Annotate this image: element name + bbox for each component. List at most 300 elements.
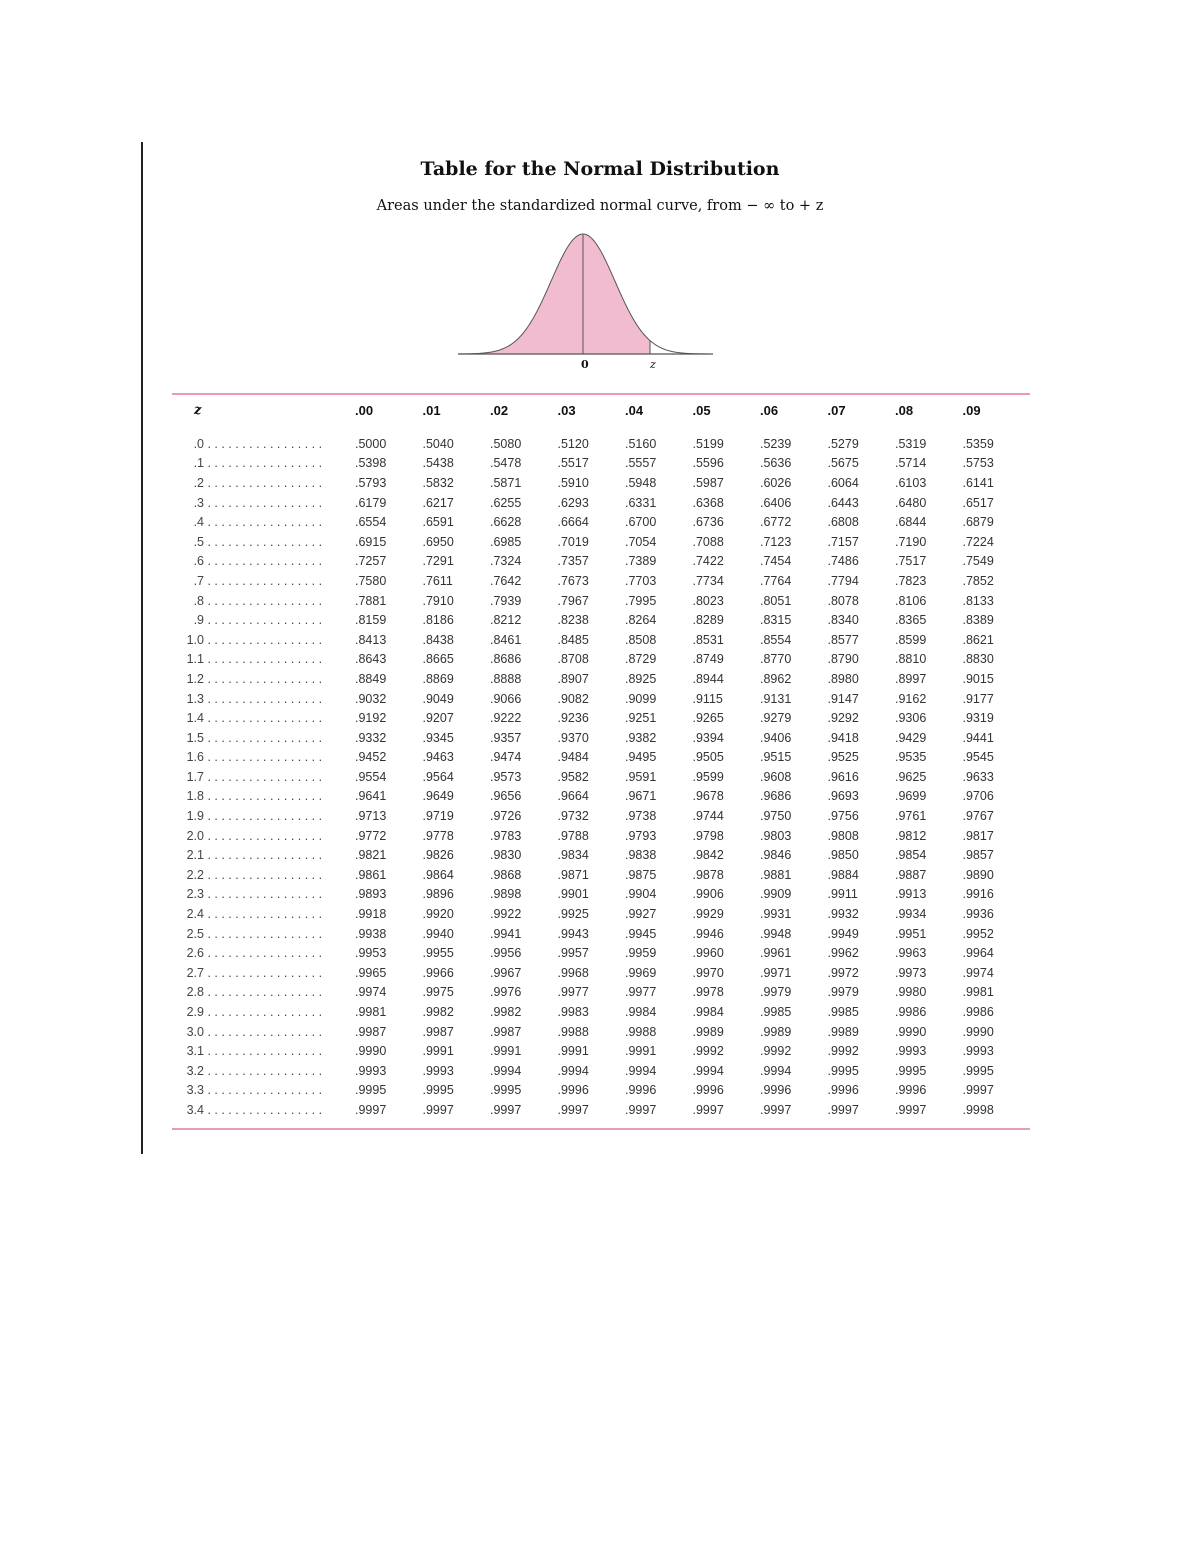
leader-dots: . . . . . . . . . . . . . . . . .	[204, 887, 323, 902]
z-value: 3.1	[186, 1044, 204, 1059]
z-value-cell	[172, 924, 355, 944]
z-value-cell	[172, 1081, 355, 1101]
probability-cell: .9997	[422, 1102, 454, 1117]
probability-cell: .9991	[490, 1044, 522, 1059]
probability-cell: .9761	[895, 809, 927, 824]
probability-cell: .7910	[422, 593, 454, 608]
z-value: .8	[193, 593, 204, 608]
leader-dots: . . . . . . . . . . . . . . . . .	[204, 671, 323, 686]
z-value: 2.8	[186, 985, 204, 1000]
probability-cell: .9830	[490, 848, 522, 863]
probability-cell: .9049	[422, 691, 454, 706]
column-header: .04	[625, 402, 644, 418]
probability-cell: .9192	[355, 711, 387, 726]
probability-cell: .9977	[557, 985, 589, 1000]
leader-dots: . . . . . . . . . . . . . . . . .	[204, 632, 323, 647]
leader-dots: . . . . . . . . . . . . . . . . .	[204, 1102, 323, 1117]
probability-cell: .9898	[490, 887, 522, 902]
probability-cell: .7054	[625, 534, 657, 549]
probability-cell: .9955	[422, 946, 454, 961]
probability-cell: .6985	[490, 534, 522, 549]
probability-cell: .9803	[760, 828, 792, 843]
table-row	[172, 885, 1030, 905]
probability-cell: .5359	[962, 436, 994, 451]
z-value-cell	[172, 943, 355, 963]
probability-cell: .9948	[760, 926, 792, 941]
probability-cell: .9940	[422, 926, 454, 941]
probability-cell: .9967	[490, 965, 522, 980]
probability-cell: .6179	[355, 495, 387, 510]
leader-dots: . . . . . . . . . . . . . . . . .	[204, 1005, 323, 1020]
leader-dots: . . . . . . . . . . . . . . . . .	[204, 848, 323, 863]
leader-dots: . . . . . . . . . . . . . . . . .	[204, 436, 323, 451]
probability-cell: .9850	[827, 848, 859, 863]
z-value-cell	[172, 512, 355, 532]
probability-cell: .9997	[895, 1102, 927, 1117]
z-value-cell	[172, 748, 355, 768]
probability-cell: .6772	[760, 515, 792, 530]
probability-cell: .9995	[422, 1083, 454, 1098]
probability-cell: .7794	[827, 573, 859, 588]
probability-cell: .6700	[625, 515, 657, 530]
table-row	[172, 512, 1030, 532]
table-row	[172, 787, 1030, 807]
z-value: 3.2	[186, 1063, 204, 1078]
table-row	[172, 767, 1030, 787]
probability-cell: .9649	[422, 789, 454, 804]
probability-cell: .6255	[490, 495, 522, 510]
leader-dots: . . . . . . . . . . . . . . . . .	[204, 495, 323, 510]
probability-cell: .9989	[760, 1024, 792, 1039]
probability-cell: .9996	[625, 1083, 657, 1098]
probability-cell: .9941	[490, 926, 522, 941]
z-column-header: z	[194, 402, 202, 418]
z-value-cell	[172, 1100, 355, 1128]
probability-cell: .9878	[692, 867, 724, 882]
z-value-cell	[172, 571, 355, 591]
z-value-cell	[172, 1041, 355, 1061]
probability-cell: .9931	[760, 907, 792, 922]
probability-cell: .9961	[760, 946, 792, 961]
probability-cell: .8159	[355, 613, 387, 628]
probability-cell: .7224	[962, 534, 994, 549]
z-value-cell	[172, 826, 355, 846]
column-header: .06	[760, 402, 779, 418]
probability-cell: .9997	[692, 1102, 724, 1117]
probability-cell: .8708	[557, 652, 589, 667]
probability-cell: .8078	[827, 593, 859, 608]
probability-cell: .8264	[625, 613, 657, 628]
probability-cell: .9993	[962, 1044, 994, 1059]
probability-cell: .6591	[422, 515, 454, 530]
table-row	[172, 748, 1030, 768]
probability-cell: .8888	[490, 671, 522, 686]
probability-cell: .5398	[355, 456, 387, 471]
table-row	[172, 591, 1030, 611]
probability-cell: .8849	[355, 671, 387, 686]
probability-cell: .5478	[490, 456, 522, 471]
probability-cell: .8554	[760, 632, 792, 647]
probability-cell: .8289	[692, 613, 724, 628]
probability-cell: .9147	[827, 691, 859, 706]
z-value-cell	[172, 787, 355, 807]
z-value: .3	[193, 495, 204, 510]
probability-cell: .9976	[490, 985, 522, 1000]
z-value: 2.0	[186, 828, 204, 843]
probability-cell: .9599	[692, 769, 724, 784]
probability-cell: .9177	[962, 691, 994, 706]
probability-cell: .9719	[422, 809, 454, 824]
z-value: 1.7	[186, 769, 204, 784]
axis-zero-label: 0	[581, 358, 589, 371]
table-row	[172, 865, 1030, 885]
z-value: .4	[193, 515, 204, 530]
probability-cell: .9974	[355, 985, 387, 1000]
probability-cell: .9842	[692, 848, 724, 863]
probability-cell: .9949	[827, 926, 859, 941]
z-value: 3.4	[186, 1102, 204, 1117]
probability-cell: .5239	[760, 436, 792, 451]
probability-cell: .8962	[760, 671, 792, 686]
probability-cell: .9505	[692, 750, 724, 765]
leader-dots: . . . . . . . . . . . . . . . . .	[204, 1024, 323, 1039]
probability-cell: .9994	[692, 1063, 724, 1078]
table-row	[172, 493, 1030, 513]
probability-cell: .6736	[692, 515, 724, 530]
probability-cell: .7454	[760, 554, 792, 569]
axis-z-label: z	[650, 358, 656, 371]
probability-cell: .9901	[557, 887, 589, 902]
probability-cell: .7357	[557, 554, 589, 569]
probability-cell: .9997	[557, 1102, 589, 1117]
probability-cell: .8389	[962, 613, 994, 628]
probability-cell: .7703	[625, 573, 657, 588]
normal-curve-figure	[455, 228, 717, 360]
column-header: .09	[962, 402, 981, 418]
probability-cell: .5714	[895, 456, 927, 471]
probability-cell: .6517	[962, 495, 994, 510]
table-row	[172, 610, 1030, 630]
z-value-cell	[172, 454, 355, 474]
probability-cell: .5000	[355, 436, 387, 451]
table-header-row	[172, 395, 1030, 425]
probability-cell: .9633	[962, 769, 994, 784]
probability-cell: .9970	[692, 965, 724, 980]
probability-cell: .9936	[962, 907, 994, 922]
probability-cell: .9564	[422, 769, 454, 784]
probability-cell: .9994	[625, 1063, 657, 1078]
probability-cell: .9656	[490, 789, 522, 804]
z-value: 2.5	[186, 926, 204, 941]
probability-cell: .9015	[962, 671, 994, 686]
probability-cell: .9535	[895, 750, 927, 765]
probability-cell: .9115	[692, 691, 723, 706]
probability-cell: .9974	[962, 965, 994, 980]
z-value-cell	[172, 845, 355, 865]
probability-cell: .7764	[760, 573, 792, 588]
probability-cell: .8315	[760, 613, 792, 628]
leader-dots: . . . . . . . . . . . . . . . . .	[204, 554, 323, 569]
table-row	[172, 689, 1030, 709]
z-value: .6	[193, 554, 204, 569]
normal-table	[172, 393, 1030, 1130]
probability-cell: .9946	[692, 926, 724, 941]
probability-cell: .9909	[760, 887, 792, 902]
probability-cell: .8643	[355, 652, 387, 667]
z-value-cell	[172, 1061, 355, 1081]
probability-cell: .5040	[422, 436, 454, 451]
z-value: 3.0	[186, 1024, 204, 1039]
probability-cell: .5675	[827, 456, 859, 471]
probability-cell: .9983	[557, 1005, 589, 1020]
table-row	[172, 532, 1030, 552]
z-value-cell	[172, 689, 355, 709]
probability-cell: .9987	[490, 1024, 522, 1039]
probability-cell: .8869	[422, 671, 454, 686]
probability-cell: .9932	[827, 907, 859, 922]
probability-cell: .9732	[557, 809, 589, 824]
probability-cell: .8133	[962, 593, 994, 608]
probability-cell: .9838	[625, 848, 657, 863]
probability-cell: .9956	[490, 946, 522, 961]
probability-cell: .9808	[827, 828, 859, 843]
probability-cell: .9854	[895, 848, 927, 863]
z-value: .5	[193, 534, 204, 549]
probability-cell: .8621	[962, 632, 994, 647]
probability-cell: .9441	[962, 730, 994, 745]
probability-cell: .6141	[962, 475, 994, 490]
probability-cell: .6950	[422, 534, 454, 549]
probability-cell: .9099	[625, 691, 657, 706]
probability-cell: .9968	[557, 965, 589, 980]
probability-cell: .9996	[557, 1083, 589, 1098]
probability-cell: .8485	[557, 632, 589, 647]
probability-cell: .9995	[895, 1063, 927, 1078]
probability-cell: .9554	[355, 769, 387, 784]
probability-cell: .7517	[895, 554, 927, 569]
probability-cell: .9279	[760, 711, 792, 726]
column-header: .02	[490, 402, 509, 418]
probability-cell: .8212	[490, 613, 522, 628]
probability-cell: .9927	[625, 907, 657, 922]
probability-cell: .9875	[625, 867, 657, 882]
probability-cell: .9987	[422, 1024, 454, 1039]
probability-cell: .9474	[490, 750, 522, 765]
probability-cell: .7642	[490, 573, 522, 588]
probability-cell: .9812	[895, 828, 927, 843]
probability-cell: .9979	[827, 985, 859, 1000]
probability-cell: .5279	[827, 436, 859, 451]
probability-cell: .9979	[760, 985, 792, 1000]
table-row	[172, 552, 1030, 572]
probability-cell: .8051	[760, 593, 792, 608]
probability-cell: .8980	[827, 671, 859, 686]
probability-cell: .9066	[490, 691, 522, 706]
probability-cell: .7422	[692, 554, 724, 569]
probability-cell: .5080	[490, 436, 522, 451]
probability-cell: .7123	[760, 534, 792, 549]
probability-cell: .9997	[355, 1102, 387, 1117]
probability-cell: .5319	[895, 436, 927, 451]
probability-cell: .9920	[422, 907, 454, 922]
probability-cell: .9767	[962, 809, 994, 824]
probability-cell: .7190	[895, 534, 927, 549]
probability-cell: .9846	[760, 848, 792, 863]
leader-dots: . . . . . . . . . . . . . . . . .	[204, 809, 323, 824]
leader-dots: . . . . . . . . . . . . . . . . .	[204, 691, 323, 706]
probability-cell: .8340	[827, 613, 859, 628]
probability-cell: .7611	[422, 573, 453, 588]
leader-dots: . . . . . . . . . . . . . . . . .	[204, 828, 323, 843]
probability-cell: .6293	[557, 495, 589, 510]
probability-cell: .8997	[895, 671, 927, 686]
probability-cell: .5832	[422, 475, 454, 490]
probability-cell: .7823	[895, 573, 927, 588]
page-subtitle: Areas under the standardized normal curve, from − ∞ to + z	[376, 198, 824, 214]
leader-dots: . . . . . . . . . . . . . . . . .	[204, 965, 323, 980]
probability-cell: .8186	[422, 613, 454, 628]
probability-cell: .9991	[625, 1044, 657, 1059]
probability-cell: .7389	[625, 554, 657, 569]
z-value: 1.0	[186, 632, 204, 647]
z-value: 1.9	[186, 809, 204, 824]
table-row	[172, 1061, 1030, 1081]
table-bottom-rule	[172, 1128, 1030, 1130]
probability-cell: .9671	[625, 789, 657, 804]
probability-cell: .9484	[557, 750, 589, 765]
probability-cell: .9515	[760, 750, 792, 765]
probability-cell: .9953	[355, 946, 387, 961]
probability-cell: .7549	[962, 554, 994, 569]
probability-cell: .9798	[692, 828, 724, 843]
probability-cell: .9994	[760, 1063, 792, 1078]
probability-cell: .9893	[355, 887, 387, 902]
z-value: .1	[193, 456, 204, 471]
leader-dots: . . . . . . . . . . . . . . . . .	[204, 789, 323, 804]
probability-cell: .6026	[760, 475, 792, 490]
probability-cell: .9236	[557, 711, 589, 726]
probability-cell: .9916	[962, 887, 994, 902]
probability-cell: .7157	[827, 534, 859, 549]
leader-dots: . . . . . . . . . . . . . . . . .	[204, 907, 323, 922]
probability-cell: .9429	[895, 730, 927, 745]
probability-cell: .9993	[895, 1044, 927, 1059]
z-value: 1.1	[186, 652, 204, 667]
probability-cell: .9545	[962, 750, 994, 765]
column-header: .01	[422, 402, 441, 418]
probability-cell: .7967	[557, 593, 589, 608]
table-row	[172, 904, 1030, 924]
probability-cell: .9162	[895, 691, 927, 706]
z-value: 1.4	[186, 711, 204, 726]
z-value: 2.4	[186, 907, 204, 922]
probability-cell: .9995	[962, 1063, 994, 1078]
probability-cell: .9952	[962, 926, 994, 941]
probability-cell: .9591	[625, 769, 657, 784]
probability-cell: .9693	[827, 789, 859, 804]
probability-cell: .6480	[895, 495, 927, 510]
probability-cell: .9943	[557, 926, 589, 941]
probability-cell: .8365	[895, 613, 927, 628]
probability-cell: .9788	[557, 828, 589, 843]
probability-cell: .8810	[895, 652, 927, 667]
probability-cell: .9306	[895, 711, 927, 726]
probability-cell: .5793	[355, 475, 387, 490]
z-value: 1.5	[186, 730, 204, 745]
table-row	[172, 571, 1030, 591]
z-value-cell	[172, 1022, 355, 1042]
probability-cell: .9265	[692, 711, 724, 726]
probability-cell: .9990	[962, 1024, 994, 1039]
column-header: .08	[895, 402, 914, 418]
probability-cell: .6664	[557, 515, 589, 530]
z-value: 1.6	[186, 750, 204, 765]
probability-cell: .9608	[760, 769, 792, 784]
probability-cell: .9699	[895, 789, 927, 804]
leader-dots: . . . . . . . . . . . . . . . . .	[204, 1063, 323, 1078]
probability-cell: .9997	[827, 1102, 859, 1117]
probability-cell: .6443	[827, 495, 859, 510]
probability-cell: .8665	[422, 652, 454, 667]
probability-cell: .9861	[355, 867, 387, 882]
probability-cell: .6628	[490, 515, 522, 530]
probability-cell: .6844	[895, 515, 927, 530]
probability-cell: .9990	[895, 1024, 927, 1039]
page-margin-rule	[141, 142, 143, 1154]
probability-cell: .8599	[895, 632, 927, 647]
probability-cell: .9973	[895, 965, 927, 980]
leader-dots: . . . . . . . . . . . . . . . . .	[204, 652, 323, 667]
probability-cell: .9664	[557, 789, 589, 804]
probability-cell: .9032	[355, 691, 387, 706]
leader-dots: . . . . . . . . . . . . . . . . .	[204, 946, 323, 961]
table-row	[172, 826, 1030, 846]
table-row	[172, 1002, 1030, 1022]
probability-cell: .9993	[422, 1063, 454, 1078]
probability-cell: .9406	[760, 730, 792, 745]
probability-cell: .7088	[692, 534, 724, 549]
z-value-cell	[172, 1002, 355, 1022]
probability-cell: .9984	[625, 1005, 657, 1020]
probability-cell: .9986	[962, 1005, 994, 1020]
probability-cell: .9994	[557, 1063, 589, 1078]
z-value-cell	[172, 610, 355, 630]
probability-cell: .7673	[557, 573, 589, 588]
probability-cell: .9345	[422, 730, 454, 745]
probability-cell: .9997	[490, 1102, 522, 1117]
z-value: 2.1	[186, 848, 204, 863]
probability-cell: .8413	[355, 632, 387, 647]
z-value-cell	[172, 650, 355, 670]
probability-cell: .9793	[625, 828, 657, 843]
probability-cell: .9995	[827, 1063, 859, 1078]
probability-cell: .9871	[557, 867, 589, 882]
z-value-cell	[172, 669, 355, 689]
probability-cell: .9332	[355, 730, 387, 745]
probability-cell: .9382	[625, 730, 657, 745]
probability-cell: .9881	[760, 867, 792, 882]
probability-cell: .9131	[760, 691, 792, 706]
table-row	[172, 728, 1030, 748]
probability-cell: .9911	[827, 887, 858, 902]
probability-cell: .8925	[625, 671, 657, 686]
probability-cell: .9997	[760, 1102, 792, 1117]
probability-cell: .9641	[355, 789, 387, 804]
table-row	[172, 845, 1030, 865]
probability-cell: .9918	[355, 907, 387, 922]
z-value-cell	[172, 767, 355, 787]
table-row	[172, 1100, 1030, 1128]
